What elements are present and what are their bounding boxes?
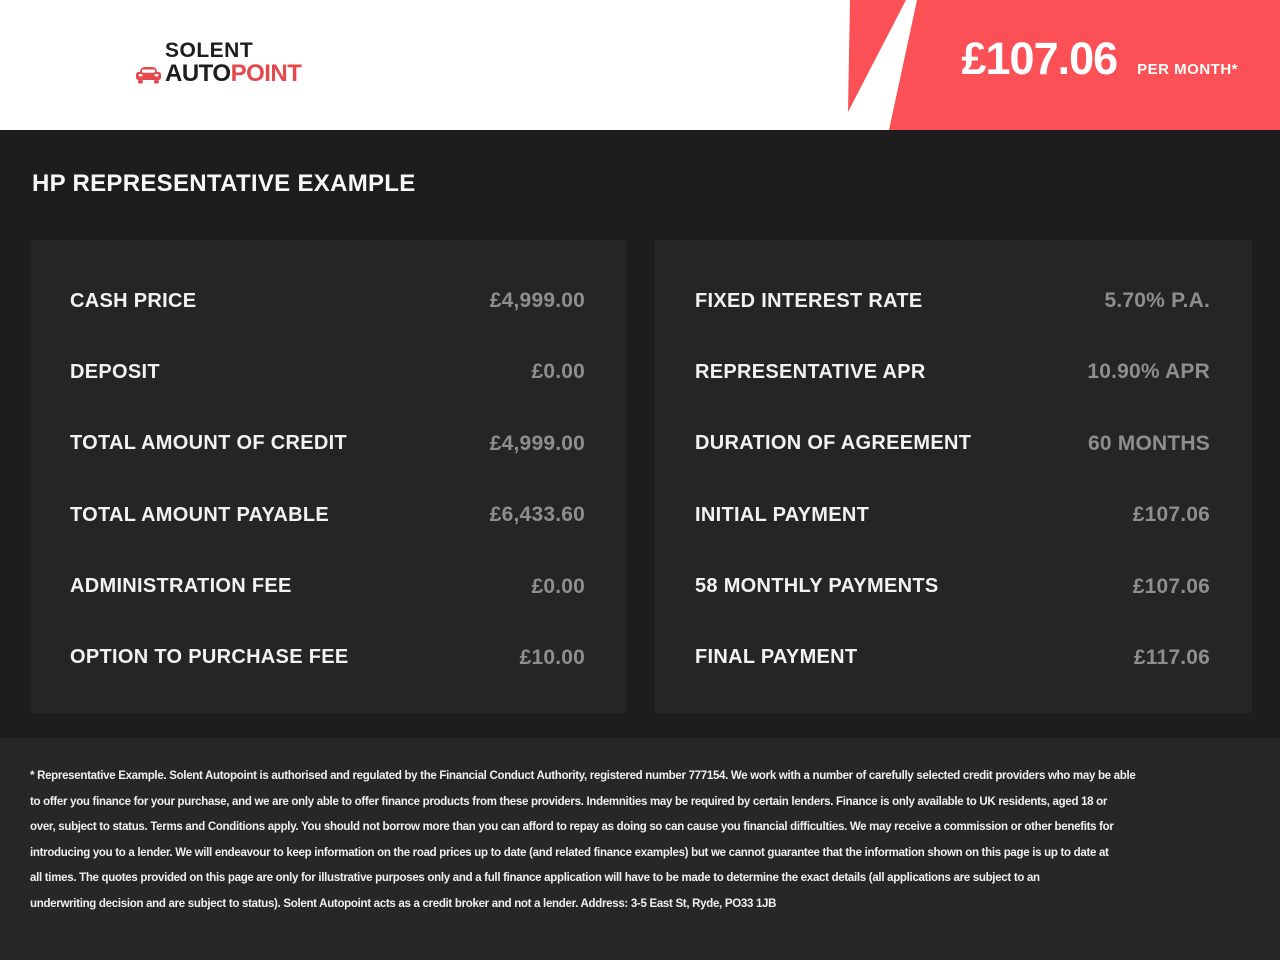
disclaimer-line: underwriting decision and are subject to status). Solent Autopoint acts as a credit broker and not a lender. Address: 3-5 East St, Ryde, PO33 1JB [30,897,777,910]
monthly-price: £107.06 [961,33,1118,84]
row-label: DURATION OF AGREEMENT [695,432,972,455]
finance-panels [30,240,1252,713]
disclaimer-line: * Representative Example. Solent Autopoint is authorised and regulated by the Financial Conduct Authority, registered number 777154. We work with a number of carefully selected credit providers who may be able [30,770,1136,782]
disclaimer-line: to offer you finance for your purchase, and we are only able to offer finance products from these providers. Indemnities may be required by certain lenders. Finance is only available to UK residents, aged 18 or [30,795,1108,808]
finance-panel-left [30,240,627,713]
row-value: 5.70% P.A. [1104,289,1210,312]
finance-row-total-credit [70,423,585,465]
finance-row-apr [695,351,1210,393]
finance-row-admin-fee [70,566,585,608]
row-value: £117.06 [1133,645,1210,669]
finance-row-option-fee [70,637,585,679]
row-label: DEPOSIT [70,360,160,383]
row-label: REPRESENTATIVE APR [695,360,926,383]
footer-disclaimer [0,738,1280,960]
per-month-label: PER MONTH* [1137,61,1238,78]
page-title: HP REPRESENTATIVE EXAMPLE [32,170,416,197]
price-banner [840,0,1280,130]
row-label: FIXED INTEREST RATE [695,289,923,312]
row-value: £10.00 [519,645,585,669]
header [0,0,1280,130]
finance-row-initial-payment [695,494,1210,536]
row-label: CASH PRICE [70,289,197,312]
finance-row-final-payment [695,637,1210,679]
row-value: £6,433.60 [489,503,585,527]
row-label: 58 MONTHLY PAYMENTS [695,575,939,598]
row-label: INITIAL PAYMENT [695,503,870,526]
banner-text-row [840,0,1280,130]
row-label: OPTION TO PURCHASE FEE [70,646,349,669]
car-icon [135,65,162,84]
finance-row-total-payable [70,494,585,536]
finance-row-interest-rate [695,280,1210,322]
finance-row-duration [695,423,1210,465]
row-value: £0.00 [531,574,585,598]
disclaimer-line: introducing you to a lender. We will endeavour to keep information on the road prices up to date (and related finance examples) but we cannot guarantee that the information shown on this page is up to date at [30,846,1109,859]
dealer-logo[interactable] [135,40,301,86]
row-label: FINAL PAYMENT [695,646,858,669]
finance-panel-right [655,240,1252,713]
row-value: £4,999.00 [489,431,585,455]
row-value: £0.00 [531,360,585,384]
logo-text-solent: SOLENT [165,39,254,62]
disclaimer-line: all times. The quotes provided on this page are only for illustrative purposes only and a full finance application will have to be made to determine the exact details (all applications are subject to an [30,872,1040,884]
row-label: TOTAL AMOUNT PAYABLE [70,503,329,526]
row-value: £107.06 [1132,574,1210,598]
logo-text-auto: AUTO [165,60,231,87]
disclaimer-line: over, subject to status. Terms and Conditions apply. You should not borrow more than you can afford to repay as doing so can cause you financial difficulties. We may receive a commission or other benefits for [30,821,1114,833]
logo-bottom-row [135,62,301,86]
row-label: ADMINISTRATION FEE [70,575,292,598]
row-label: TOTAL AMOUNT OF CREDIT [70,432,347,455]
row-value: £107.06 [1132,503,1210,527]
logo-text-point: POINT [230,60,302,87]
finance-row-deposit [70,351,585,393]
row-value: 60 MONTHS [1088,431,1210,455]
main-content [0,130,1280,738]
finance-row-cash-price [70,280,585,322]
row-value: 10.90% APR [1087,360,1210,384]
finance-row-monthly-payments [695,566,1210,608]
row-value: £4,999.00 [489,289,585,312]
